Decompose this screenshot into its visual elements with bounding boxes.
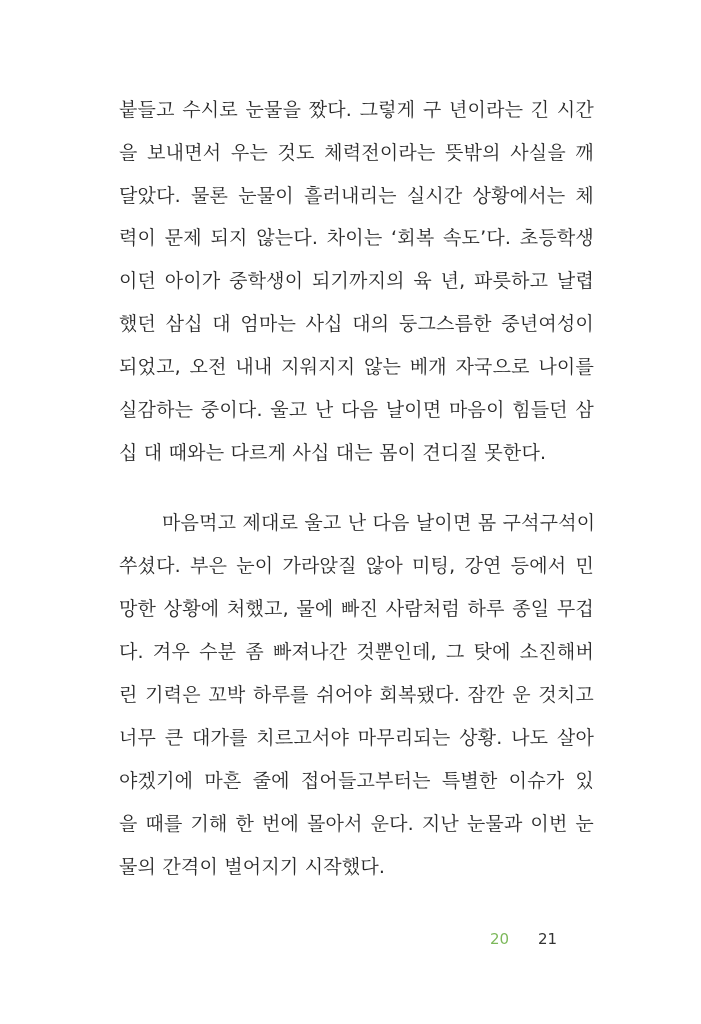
text-line: 망한 상황에 처했고, 물에 빠진 사람처럼 하루 종일 무겁	[119, 598, 594, 620]
text-line: 붙들고 수시로 눈물을 짰다. 그렇게 구 년이라는 긴 시간	[119, 99, 594, 121]
text-line: 되었고, 오전 내내 지워지지 않는 베개 자국으로 나이를	[119, 356, 594, 378]
text-line: 야겠기에 마흔 줄에 접어들고부터는 특별한 이슈가 있	[119, 770, 594, 792]
text-line: 을 보내면서 우는 것도 체력전이라는 뜻밖의 사실을 깨	[119, 142, 594, 164]
page-number-right: 21	[538, 930, 558, 948]
text-line: 을 때를 기해 한 번에 몰아서 운다. 지난 눈물과 이번 눈	[119, 813, 594, 835]
text-line: 마음먹고 제대로 울고 난 다음 날이면 몸 구석구석이	[162, 512, 596, 534]
text-line: 다. 겨우 수분 좀 빠져나간 것뿐인데, 그 탓에 소진해버	[119, 641, 594, 663]
text-line: 십 대 때와는 다르게 사십 대는 몸이 견디질 못한다.	[119, 442, 547, 464]
text-line: 력이 문제 되지 않는다. 차이는 ‘회복 속도’다. 초등학생	[119, 227, 594, 249]
page-number-left: 20	[490, 930, 510, 948]
text-line: 이던 아이가 중학생이 되기까지의 육 년, 파릇하고 날렵	[119, 270, 594, 292]
text-line: 했던 삼십 대 엄마는 사십 대의 둥그스름한 중년여성이	[119, 313, 594, 335]
text-line: 쑤셨다. 부은 눈이 가라앉질 않아 미팅, 강연 등에서 민	[119, 555, 594, 577]
text-line: 달았다. 물론 눈물이 흘러내리는 실시간 상황에서는 체	[119, 185, 594, 207]
text-line: 린 기력은 꼬박 하루를 쉬어야 회복됐다. 잠깐 운 것치고	[119, 684, 594, 706]
text-line: 실감하는 중이다. 울고 난 다음 날이면 마음이 힘들던 삼	[119, 399, 594, 421]
text-line: 너무 큰 대가를 치르고서야 마무리되는 상황. 나도 살아	[119, 727, 594, 749]
text-line: 물의 간격이 벌어지기 시작했다.	[119, 856, 386, 878]
